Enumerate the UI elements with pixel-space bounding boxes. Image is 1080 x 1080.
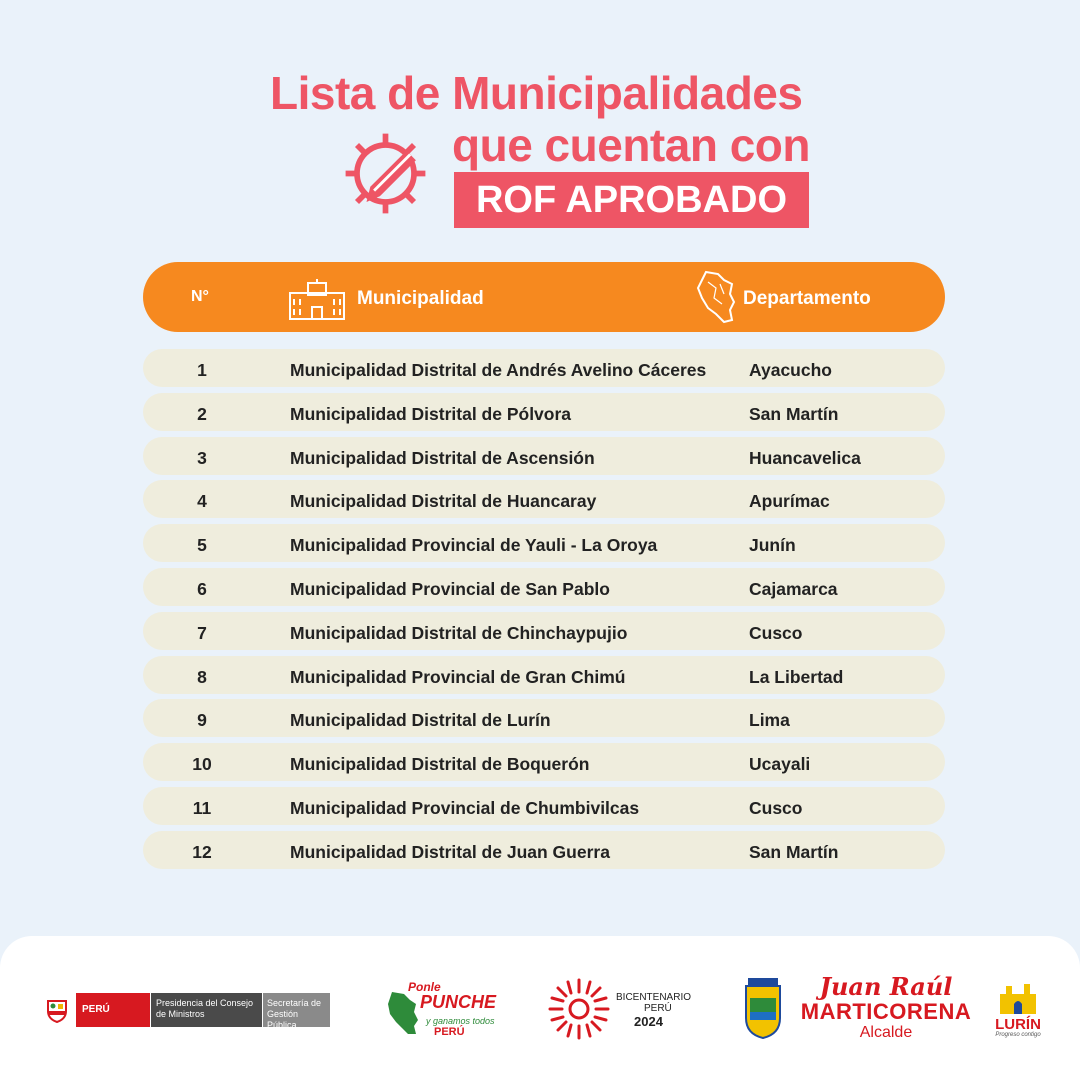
row-department: Junín xyxy=(749,535,796,556)
row-number: 9 xyxy=(197,710,207,731)
row-municipality: Municipalidad Distrital de Huancaray xyxy=(290,491,597,512)
mayor-last-name: MARTICORENA xyxy=(800,999,972,1024)
row-department: Cusco xyxy=(749,797,803,818)
bicent-line-2: PERÚ xyxy=(644,1003,672,1014)
row-municipality: Municipalidad Provincial de San Pablo xyxy=(290,578,610,599)
table-row xyxy=(143,524,945,562)
row-number: 6 xyxy=(197,578,207,599)
row-number: 2 xyxy=(197,403,207,424)
row-number: 8 xyxy=(197,666,207,687)
table-row xyxy=(143,480,945,518)
row-municipality: Municipalidad Distrital de Lurín xyxy=(290,710,551,731)
ponle-punche-logo xyxy=(386,976,496,1038)
building-icon xyxy=(288,277,346,321)
bicent-line-3: 2024 xyxy=(634,1014,663,1029)
pcm-entity: Presidencia del Consejo de Ministros xyxy=(150,993,262,1027)
row-number: 7 xyxy=(197,622,207,643)
row-department: La Libertad xyxy=(749,666,844,687)
row-department: Cajamarca xyxy=(749,578,838,599)
row-number: 5 xyxy=(197,535,207,556)
row-number: 1 xyxy=(197,360,207,380)
row-municipality: Municipalidad Provincial de Chumbivilcas xyxy=(290,797,640,818)
row-municipality: Municipalidad Provincial de Yauli - La Oroya xyxy=(290,535,658,556)
row-department: Apurímac xyxy=(749,491,830,512)
table-row xyxy=(143,612,945,650)
row-department: Huancavelica xyxy=(749,447,861,468)
header-municipality: Municipalidad xyxy=(357,288,484,309)
punche-line-4: PERÚ xyxy=(434,1026,465,1038)
row-number: 10 xyxy=(192,754,212,775)
table-row xyxy=(143,349,945,387)
peru-shield-icon xyxy=(44,997,70,1023)
table-body xyxy=(143,349,945,875)
row-number: 4 xyxy=(197,491,207,512)
row-department: San Martín xyxy=(749,403,839,424)
row-department: Ayacucho xyxy=(749,360,832,380)
header-number: N° xyxy=(191,288,209,305)
row-number: 11 xyxy=(192,797,212,818)
row-number: 3 xyxy=(197,447,207,468)
table-row xyxy=(143,831,945,869)
lurin-tagline: Progreso contigo xyxy=(995,1032,1041,1038)
mayor-name-logo xyxy=(796,974,976,1042)
pcm-country: PERÚ xyxy=(76,993,150,1027)
bicent-line-1: BICENTENARIO xyxy=(616,992,692,1003)
peru-outline-icon xyxy=(386,990,420,1036)
mayor-role: Alcalde xyxy=(859,1024,913,1041)
row-department: San Martín xyxy=(749,841,839,862)
mayor-first-name: Juan Raúl xyxy=(819,972,953,1001)
title-line-1: Lista de Municipalidades xyxy=(270,67,803,119)
row-municipality: Municipalidad Distrital de Chinchaypujio xyxy=(290,622,628,643)
table-header xyxy=(143,262,945,332)
rof-badge: ROF APROBADO xyxy=(454,172,809,228)
table-row xyxy=(143,743,945,781)
punche-line-3: y ganamos todos xyxy=(426,1016,495,1026)
row-department: Ucayali xyxy=(749,754,811,775)
table-row xyxy=(143,568,945,606)
lurin-logo xyxy=(992,980,1044,1042)
peru-map-icon xyxy=(696,270,736,324)
row-municipality: Municipalidad Distrital de Ascensión xyxy=(290,447,595,468)
row-municipality: Municipalidad Distrital de Boquerón xyxy=(290,754,590,775)
footer-logos xyxy=(0,936,1080,1080)
lurin-name: LURÍN xyxy=(995,1016,1041,1033)
lurin-crest-icon xyxy=(742,976,784,1040)
punche-line-1: Ponle xyxy=(408,980,441,994)
table-row xyxy=(143,393,945,431)
punche-line-2: PUNCHE xyxy=(420,992,497,1012)
table-row xyxy=(143,699,945,737)
row-municipality: Municipalidad Provincial de Gran Chimú xyxy=(290,666,626,687)
row-municipality: Municipalidad Distrital de Pólvora xyxy=(290,403,572,424)
table-row xyxy=(143,787,945,825)
lurin-castle-icon xyxy=(992,980,1044,1016)
row-department: Lima xyxy=(749,710,790,731)
row-department: Cusco xyxy=(749,622,803,643)
table-row xyxy=(143,437,945,475)
row-number: 12 xyxy=(192,841,212,862)
title-line-2: que cuentan con xyxy=(452,119,810,171)
header-department: Departamento xyxy=(743,288,871,309)
row-municipality: Municipalidad Distrital de Juan Guerra xyxy=(290,841,610,862)
bicentenario-sun-icon xyxy=(548,978,610,1040)
table-row xyxy=(143,656,945,694)
pcm-office: Secretaría de Gestión Pública xyxy=(262,993,330,1027)
row-municipality: Municipalidad Distrital de Andrés Avelino Cáceres xyxy=(290,360,707,380)
gear-pencil-icon xyxy=(338,126,433,221)
